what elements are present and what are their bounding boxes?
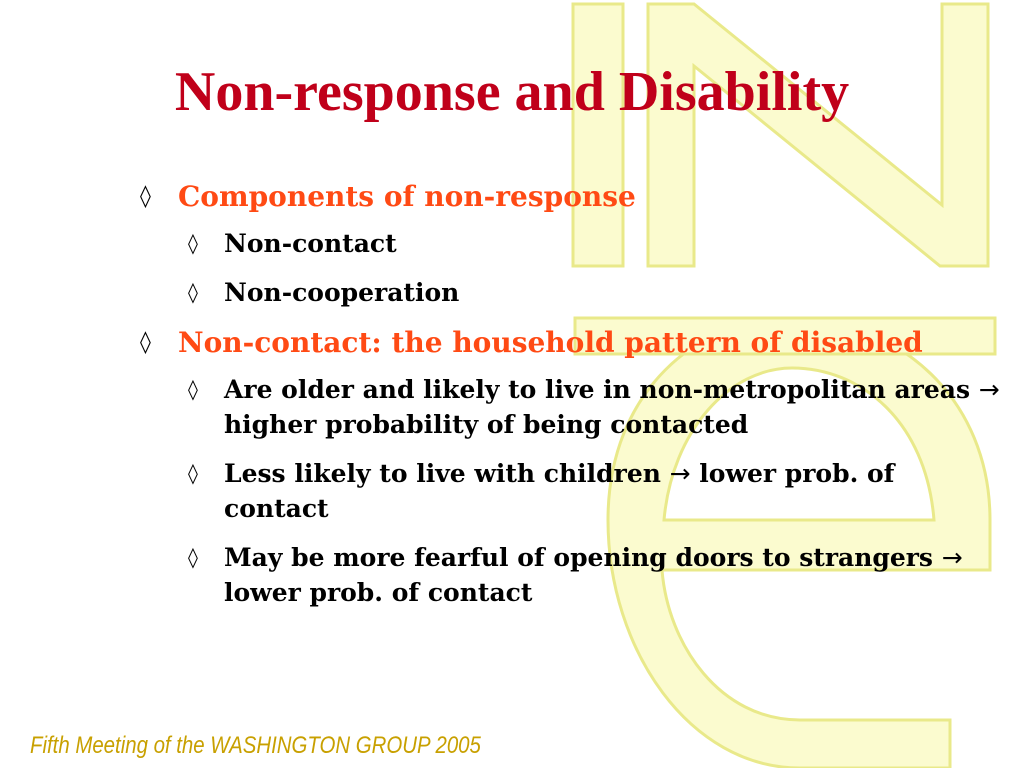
sub-bullet-text-start: Are older and likely to live in non-metropolitan areas: [224, 375, 979, 404]
diamond-bullet-icon: ◊: [140, 184, 151, 209]
sub-bullet-older: [140, 372, 1000, 442]
bullet-components: [140, 178, 1000, 216]
sub-bullet-non-contact: [140, 226, 1000, 261]
arrow-right-icon: →: [941, 543, 963, 572]
sub-bullet-text-start: May be more fearful of opening doors to strangers: [224, 543, 942, 572]
sub-bullet-fearful: [140, 540, 1000, 610]
sub-bullet-text-end: lower prob. of contact: [224, 459, 895, 523]
bullet-household-pattern: [140, 324, 1000, 362]
sub-bullet-text-end: lower prob. of contact: [224, 578, 533, 607]
sub-bullet-text-start: Less likely to live with children: [224, 459, 670, 488]
bullet-text: Components of non-response: [178, 180, 636, 213]
arrow-right-icon: →: [978, 375, 1000, 404]
diamond-bullet-icon: ◊: [188, 280, 198, 304]
sub-bullet-text-end: higher probability of being contacted: [224, 410, 749, 439]
diamond-bullet-icon: ◊: [188, 231, 198, 255]
sub-bullet-text: Non-contact: [224, 229, 397, 258]
footer-text: Fifth Meeting of the WASHINGTON GROUP 2005: [30, 732, 481, 759]
bullet-list: [140, 178, 1000, 624]
diamond-bullet-icon: ◊: [140, 330, 151, 355]
slide-title: Non-response and Disability: [174, 61, 850, 123]
sub-bullet-children: [140, 456, 1000, 526]
bullet-text: Non-contact: the household pattern of disabled: [178, 326, 923, 359]
diamond-bullet-icon: ◊: [188, 461, 198, 485]
diamond-bullet-icon: ◊: [188, 545, 198, 569]
arrow-right-icon: →: [669, 459, 691, 488]
sub-bullet-non-cooperation: [140, 275, 1000, 310]
sub-bullet-text: Non-cooperation: [224, 278, 460, 307]
diamond-bullet-icon: ◊: [188, 377, 198, 401]
